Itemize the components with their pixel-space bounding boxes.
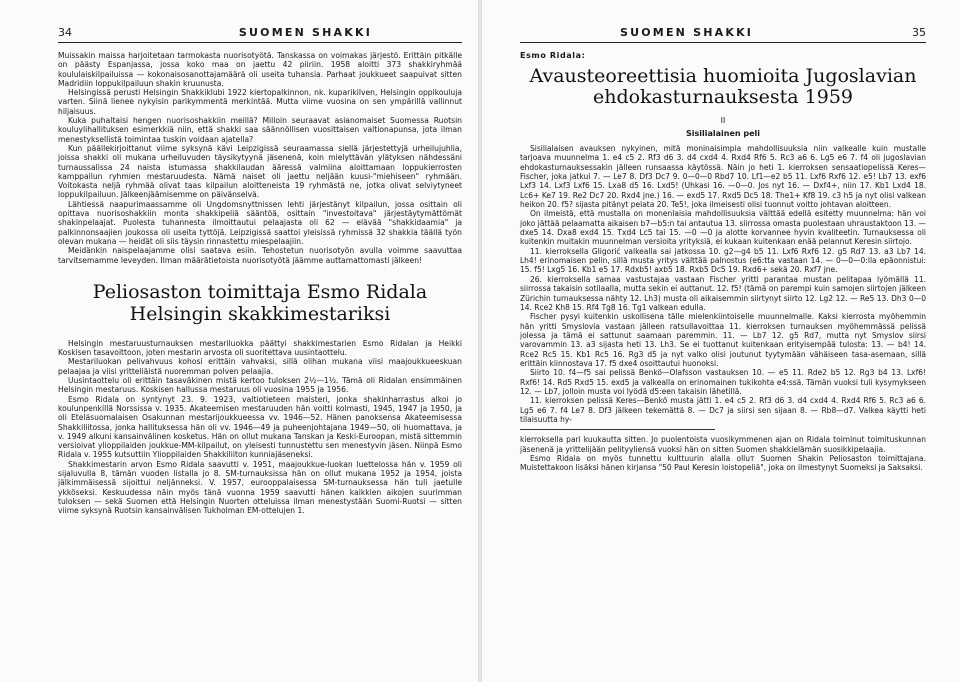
game-paragraph: Siirto 10. f4—f5 sai pelissä Benkö—Olafsson vastauksen 10. — e5 11. Rde2 b5 12. Rg3 b4 13. Lxf6! Rxf6! 14. Rd5 Rxd5 15. exd5 ja valkealla on erinomainen tukikohta e4:ssä. Tämän vuoksi tuli kysymykseen 12. — Lb7, jolloin musta voi lyödä d5:een takaisin lähetillä. [520,368,926,396]
section-title: Sisilialainen peli [685,129,760,138]
continuation-paragraph: Esmo Ridala on myös tunnettu kulttuurin alalla olluт Suomen Shakin Peliosaston toimittajana. Muistettakoon lisäksi hänen kirjansa "50 Paul Keresin loistopeliä", joka on ilmestynyt Suomeksi ja Saksaksi. [520,454,926,473]
intro-paragraph: Kun päällekirjoittanut viime syksynä kävi Leipzigissä seuraamassa siellä järjestettyjä urheilujuhlia, joissa shakki oli mukana urheiluvuden täysikytyynä jäsenenä, koin mielyttävän ylätyksen nähdessäni turnaussalissa 24 naista istumassa shakkilaudan ääressä valmiina aloittamaan loppukierrosten kamppailun ryhmien mestaruudesta. Nämä naiset oli jaettu neljään kuusi-"miehiseen" ryhmään. Voitokasta neljä ryhmää olivat taas kilpailun aloitteneista 19 ryhmästä ne, jotka olivat selviytyneet loppukilpailuun. Jälkeenjäämisemme on päivänselvä. [58,143,462,200]
right-page-header [520,26,926,43]
left-running-title: SUOMEN SHAKKI [238,26,372,39]
headline-line: Peliosaston toimittaja Esmo Ridala [92,280,428,303]
game-paragraph: On ilmeistä, että mustalla on monenlaisia mahdollisuuksia välttää edellä esitetty muunnelma: hän voi joko jättää pelaamatta aikaisen b7—b5:n tai antautua 13. siirrossa omasta puolestaan uhraustaktoon 13. — dxe5 14. Dxa8 exd4 15. Txd4 Lc5 tai 15. —0 —0 ja alotte korvannee hyvin kvaliteetin. Turnauksessa oli kuitenkin muitakin muunnelman versioita yrityksiä, ei kukaan kuitenkaan enää pelannut Keresin siirtojo. [520,209,926,247]
game-paragraph: 11. kierroksen pelissä Keres—Benkö musta jätti 1. e4 c5 2. Rf3 d6 3. d4 cxd4 4. Rxd4 Rf6 5. Rc3 a6 6. Lg5 e6 7. f4 Le7 8. Df3 jälkeen tekemättä 8. — Dc7 ja siirsi sen sijaan 8. — Rb8—d7. Valkea käytti heti tilaisuutta hy- [520,396,926,424]
article-paragraph: Shakkimestarin arvon Esmo Ridala saavutti v. 1951, maajoukkue-luokan luettelossa hän v. 1959 oli sijaluvulla 8, tämän vuoden listalla jo 8. SM-turnauksissa hän on ollut mukana 1952 ja 1954, joista jälkimmäisessä sijoittui neljänneksi. V. 1957, eurooppalaisessa SM-turnauksessa hän tuli jaetulle ykköseksi. Keskuudessa näin myös tänä vuonna 1959 saavutti hänen kaikkien aikojen suurimman tuloksen — sekä Suomen että Helsingin Nuorten otteluissa ilman menestystään Suomi-Ruotsi — sitten viime syksynä Ruotsin kansainvälisen Tukholman EM-ottelujen 1. [58,459,462,516]
intro-paragraph: Meidänkin naispelaajamme olisi saatava esiin. Tehostetun nuorisotyön avulla voimme saavuttaa tarvitsemamme leveyden. Ilman määrätietoista nuorisotyötä jäämme auttamattomasti jälkeen! [58,246,462,265]
author-byline: Esmo Ridala: [520,51,586,60]
left-page-header [58,26,462,43]
continuation-paragraph: kierroksella pari kuukautta sitten. Jo puolentoista vuosikymmenen ajan on Ridala toiminut toimituskunnan jäsenenä ja yrittelijään pelityyliensä vuoksi hän on sitten Suomen shakkielämän suosikkipelaajia. [520,435,926,454]
article-headline [58,281,462,325]
intro-paragraph: Kuka puhaltaisi hengen nuorisoshakkiin meillä? Milloin seuraavat asianomaiset Suomessa Ruotsin kouluylihallituksen esimerkkiä niin, että shakki saa säännöllisen vuosittaisen valtionapunsa, jota ilman menestyksellistä toimintaa tuskin voidaan ajatella? [58,116,462,144]
game-paragraph: Fischer pysyi kuitenkin uskollisena tälle mielenkiintoiselle muunnelmalle. Kaksi kierrosta myöhemmin hän yritti Smyslovia vastaan jälleen ratsullavoittaa 11. kierroksen turnauksen myöhemmässä pelissä jolessa ja tämä ei sattunut saamaan paremmin. 11. — Lb7 12. g5 Rd7, mutta nyt Smyslov siirsi varovammin 13. a3 sijasta heti 13. Lh3. Se ei tuottanut kuitenkaan erityisempää tulosta: 13. — b4! 14. Rce2 Rc5 15. Kb1 Rc5 16. Rg3 d5 ja nyt valko olisi joutunut tyytymään vähäiseen tasa-asemaan, sillä erittäin kiinnostava 17. f5 dxe4 osoittautui huonoksi. [520,312,926,368]
right-page [482,0,960,682]
article-headline [520,66,926,108]
headline-line: Helsingin skakkimestariksi [129,302,391,325]
intro-paragraph: Helsingissä perusti Helsingin Shakkiklubi 1922 kiertopalkinnon, nk. kuparikilven, Helsingin oppikouluja varten. Siinä lienee nykyisin parikymmentä merkintää. Mutta viime vuosina on sen ympärillä vallinnut hiljaisuus. [58,88,462,116]
right-running-title: SUOMEN SHAKKI [620,26,754,39]
left-page [0,0,478,682]
article-paragraph: Uusintaottelu oli erittäin tasaväkinen mistä kertoo tuloksen 2½—1½. Tämä oli Ridalan ensimmäinen Helsingin mestaruus. Koskisen hallussa mestaruus oli vuosina 1955 ja 1956. [58,376,462,395]
part-number: II [720,116,726,125]
section-divider [520,429,715,430]
article-paragraph: Esmo Ridala on syntynyt 23. 9. 1923, valtiotieteen maisteri, jonka shakinharrastus alkoi jo koulunpenkillä Norssissa v. 1935. Akateemisen mestaruuden hän voitti kolmasti, 1945, 1947 ja 1950, ja oli Eteläsuomalaisen Osakunnan mestarijoukkueessa vv. 1946—52. Hänen panoksensa Akateemisessa Shakkiliitossa, jonka hallituksessa hän oli vv. 1946—49 ja puheenjohtajana 1949—50, oli huomattava, ja v. 1949 alkuni kansainvälinen kosketus. Hän on ollut mukana Tanskan ja Keski-Euroopan, mistä sittemmin versioivat ylioppilaiden joukkue-MM-kilpailut, on yleisesti tunnustettu sen menestyvin jäsen. Niinpä Esmo Ridala v. 1955 kutsuttiin Ylioppilaiden Shakkiliiton kunniajäseneksi. [58,394,462,460]
game-paragraph: 26. kierroksella samaa vastustajaa vastaan Fischer yritti parantaa mustan pelitapaa lyömällä 11. siirrossa takaisin sotilaalla, mutta sekin ei auttanut. 12. f5! (tämä on parempi kuin samojen siirtojen jälkeen Zürichin turnauksessa nähty 12. Lh3) musta oli aikaisemmin siirtynyt siirto 12. Lg2 12. — Re5 13. Dh3 0—0 14. Rce2 Kh8 15. Rf4 Tg8 16. Tg1 valkean edulla. [520,274,926,312]
article-paragraph: Helsingin mestaruusturnauksen mestariluokka päättyi shakkimestarien Esmo Ridalan ja Heikki Koskisen tasavoittoon, joten mestarin arvosta oli suoritettava uusintaottelu. [58,338,462,358]
intro-paragraph: Lähtiessä naapurimaassamme oli Ungdomsnyttnissen lehti järjestänyt kilpailun, jossa osittain oli opittava nuorisoshakkiin monta shakkipeliä sääntöä, osittain "investoitava" järjestäytymättömät shakinpelaajat. Puolesta tuhannesta ilmoittautui pelaajasta oli 62 — elävää "shakkidaamia" ja palkinnonsaajien joukossa oli useita tyttöjä. Leipzigissä saattoi yleisissä ryhmissä 32 shakkia täällä työn olevan mukana — heidät oli siis täysin rinnastettu miespelaajiin. [58,199,462,246]
article-paragraph: Mestariluokan pelivahvuus kohosi erittäin vahvaksi, sillä olihan mukana viisi maajoukkueeskuan pelaajaa ja viisi yritteliäistä nuoremman polven pelaajia. [58,357,462,376]
intro-paragraph: Muissakin maissa harjoitetaan tarmokasta nuorisotyötä. Tanskassa on voimakas järjestö. Erittäin pitkälle on päästy Espanjassa, jossa koko maa on jaettu 42 piiriin. 1958 aloitti 373 shakkiryhmää koululaiskilpailuissa — kokonaisosanottajamäärä oli useita tuhansia. Parhaat joukkueet saapuivat sitten Madridiin loppukilpailuun shakin kruunusta. [58,51,462,88]
left-page-number: 34 [58,26,72,39]
right-page-number: 35 [912,26,926,39]
headline-line: ehdokasturnauksesta 1959 [592,86,854,108]
game-paragraph: Sisilialaisen avauksen nykyinen, mitä moninaisimpia mahdollisuuksia niin valkealle kuin mustalle tarjoava muunnelma 1. e4 c5 2. Rf3 d6 3. d4 cxd4 4. Rxd4 Rf6 5. Rc3 a6 6. Lg5 e6 7. f4 oli jugoslavian ehdokasturnauksessakin jälleen runsaassa käytössä. Näin jo heti 1. kierroksen sensaatiopelissä Keres—Fischer, joka jatkui 7. — Le7 8. Df3 Dc7 9. 0—0—0 Rbd7 10. Lf1—e2 b5 11. Lxf6 Rxf6 12. e5! Lb7 13. exf6 Lxf3 14. Lxf3 Lxf6 15. Lxa8 d5 16. Lxd5! (Uhkasi 16. —0—0. Jos nyt 16. — Dxf4+, niin 17. Kb1 Lxd4 18. Lc6+ Ke7 19. Re2 Dc7 20. Rxd4 jne.) 16. — exd5 17. Rxd5 Dc5 18. The1+ Kf8 19. c3 h5 ja nyt olisi valkean heikon 20. f5? sijasta pitänyt pelata 20. Te5!, joka ilmeisesti olisi tuonnut voitto johtavan aloitteen. [520,144,926,210]
headline-line: Avausteoreettisia huomioita Jugoslavian [529,65,917,87]
game-paragraph: 11. kierroksella Gligorić valkealla sai jatkossa 10. g2—g4 b5 11. Lxf6 Rxf6 12. g5 Rd7 13. a3 Lb7 14. Lh4! erinomaisen pelin, sillä musta yritys välttää palnostus (e6:tta vastaan 14. — 0—0—0:lla epäonnistui: 15. f5! Lxg5 16. Kb1 e5 17. Rdxb5! axb5 18. Rxb5 Dc5 19. Rxd6+ sekä 20. Rxf7 jne. [520,246,926,275]
